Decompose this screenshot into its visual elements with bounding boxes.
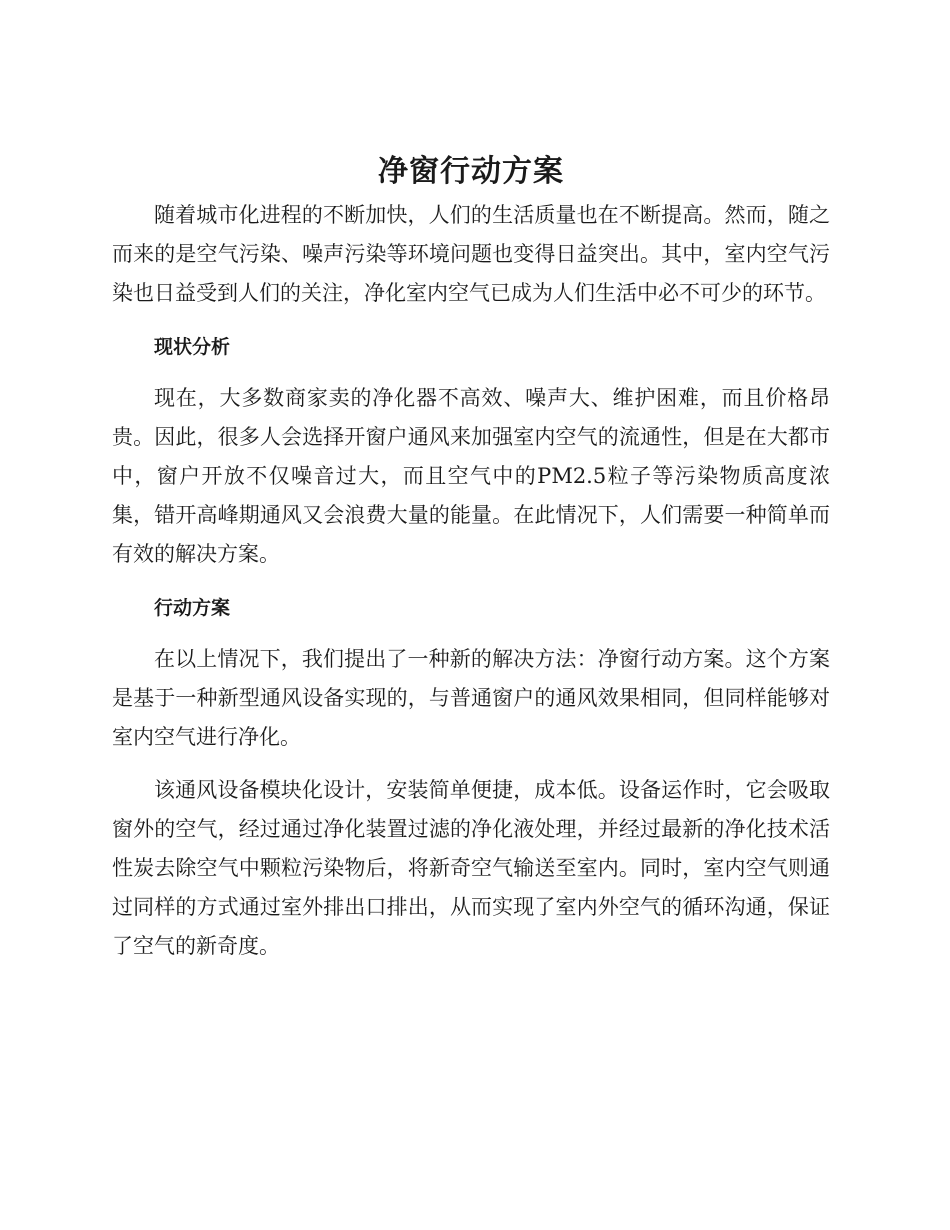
- status-analysis-paragraph: 现在，大多数商家卖的净化器不高效、噪声大、维护困难，而且价格昂贵。因此，很多人会选择开窗户通风来加强室内空气的流通性，但是在大都市中，窗户开放不仅噪音过大，而且空气中的PM2.5粒子等污染物质高度浓集，错开高峰期通风又会浪费大量的能量。在此情况下，人们需要一种简单而有效的解决方案。: [112, 386, 830, 566]
- section-heading-action-plan: 行动方案: [154, 597, 231, 619]
- intro-paragraph: 随着城市化进程的不断加快，人们的生活质量也在不断提高。然而，随之而来的是空气污染、噪声污染等环境问题也变得日益突出。其中，室内空气污染也日益受到人们的关注，净化室内空气已成为人们生活中必不可少的环节。: [112, 203, 830, 305]
- document-page: [112, 150, 830, 966]
- action-plan-paragraph-2: 该通风设备模块化设计，安装简单便捷，成本低。设备运作时，它会吸取窗外的空气，经过通过净化装置过滤的净化液处理，并经过最新的净化技术活性炭去除空气中颗粒污染物后，将新奇空气输送至室内。同时，室内空气则通过同样的方式通过室外排出口排出，从而实现了室内外空气的循环沟通，保证了空气的新奇度。: [112, 778, 830, 958]
- document-title: 净窗行动方案: [378, 154, 564, 189]
- action-plan-paragraph-1: 在以上情况下，我们提出了一种新的解决方法：净窗行动方案。这个方案是基于一种新型通风设备实现的，与普通窗户的通风效果相同，但同样能够对室内空气进行净化。: [112, 647, 830, 749]
- section-heading-status-analysis: 现状分析: [154, 336, 231, 358]
